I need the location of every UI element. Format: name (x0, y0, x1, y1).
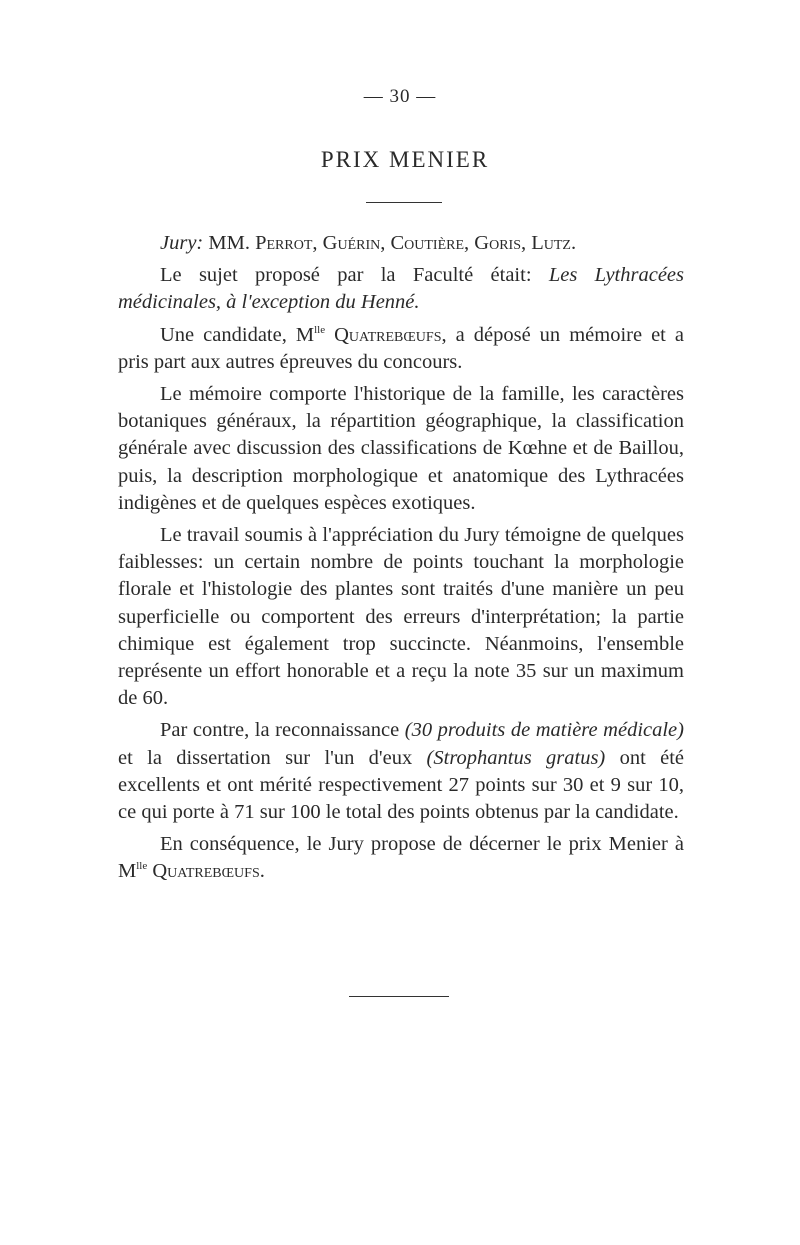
subject-text: Le sujet proposé par la Faculté était: (160, 264, 549, 287)
jury-label: Jury: (160, 232, 204, 254)
evaluation-paragraph: Le travail soumis à l'appréciation du Jury témoigne de quelques faiblesses: un certain nombre de points touchant la morphologie florale et l'histologie des plantes sont traités d'une manière un peu superficielle ou comportent des erreurs d'interprétation; la partie chimique est également trop succincte. Néanmoins, l'ensemble représente un effort honorable et a reçu la note 35 sur un maximum de 60. (118, 524, 684, 710)
conclusion-paragraph (118, 831, 684, 885)
results-e: ont été excellents et ont mérité respectivement 27 points sur 30 et 9 sur 10, ce qui porte à 71 sur 100 le total des points obtenus par la candidate. (118, 746, 685, 824)
candidate-name: Quatrebœufs (325, 323, 442, 346)
section-title: PRIX MENIER (320, 147, 490, 172)
candidate-title-sup: lle (314, 323, 326, 336)
results-a: Par contre, la reconnaissance (160, 719, 405, 742)
jury-mm: MM. (208, 232, 250, 254)
memoire-paragraph: Le mémoire comporte l'historique de la famille, les caractères botaniques généraux, la répartition géographique, la classification générale avec discussion des classifications de Kœhne et de Baillou, puis, la description morphologique et anatomique des Lythracées indigènes et de quelques espèces exotiques. (118, 383, 684, 514)
results-b: (30 produits de matière médicale) (404, 719, 684, 742)
candidate-after: , a déposé un mémoire et a pris part aux autres épreuves du concours. (118, 323, 684, 373)
candidate-paragraph (118, 322, 684, 376)
results-c: et la dissertation sur l'un d'eux (118, 746, 427, 769)
conclusion-name: Quatrebœufs. (147, 860, 265, 883)
results-d: (Strophantus gratus) (426, 746, 606, 769)
candidate-before: Une candidate, M (160, 323, 315, 346)
title-divider (366, 202, 442, 203)
subject-title: Les Lythracées médicinales, à l'exception du Henné. (118, 264, 684, 314)
page-number: — 30 — (363, 86, 437, 107)
end-divider (349, 996, 449, 997)
body-text (118, 230, 684, 891)
results-paragraph (118, 717, 684, 826)
conclusion-title-sup: lle (136, 860, 148, 873)
jury-names: Perrot, Guérin, Coutière, Goris, Lutz. (255, 232, 577, 254)
jury-paragraph (118, 230, 684, 257)
subject-paragraph (118, 262, 684, 316)
conclusion-before: En conséquence, le Jury propose de décerner le prix Menier à M (118, 833, 684, 883)
